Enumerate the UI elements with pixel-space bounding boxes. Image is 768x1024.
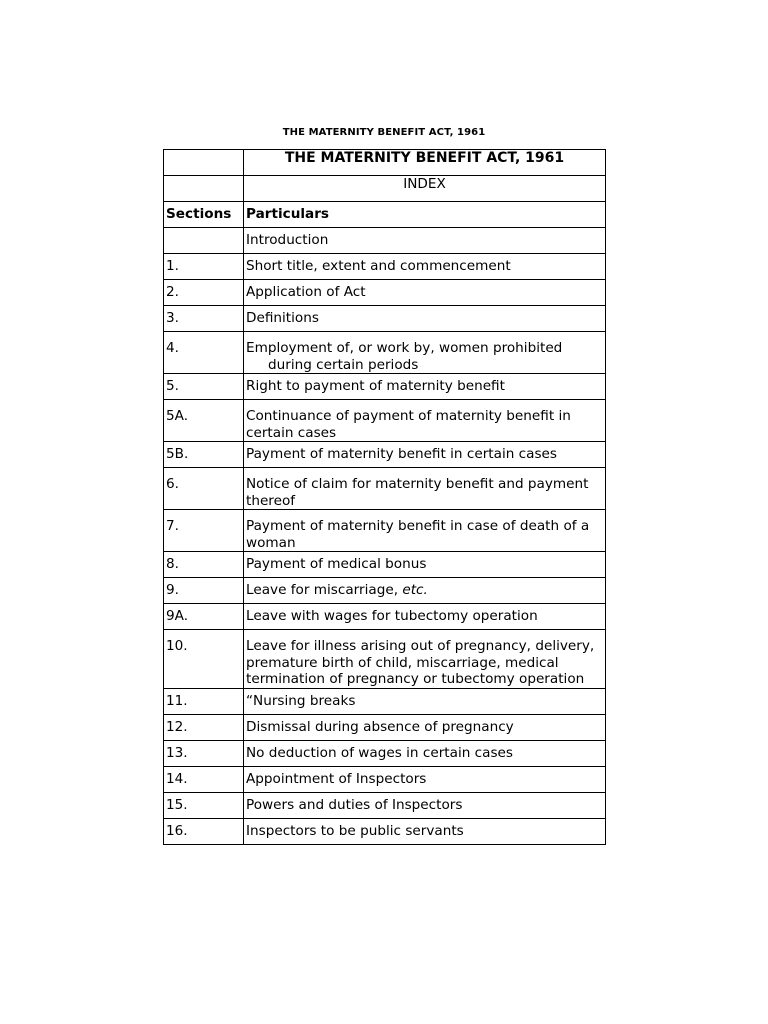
table-row [164,280,606,306]
table-row [164,793,606,819]
sections-header: Sections [164,202,244,228]
table-row [164,510,606,552]
section-number: 11. [164,689,244,715]
table-row [164,374,606,400]
table-row [164,630,606,689]
section-number: 12. [164,715,244,741]
particulars-text: Application of Act [246,284,366,301]
header-row [164,202,606,228]
section-particulars [244,741,606,767]
particulars-continuation: during certain periods [268,356,419,373]
particulars-text: Payment of maternity benefit in case of death of a woman [246,518,590,551]
section-number: 9A. [164,604,244,630]
particulars-text: Payment of maternity benefit in certain cases [246,446,557,463]
blank-cell [164,150,244,176]
section-number: 15. [164,793,244,819]
section-number: 7. [164,510,244,552]
particulars-text: Dismissal during absence of pregnancy [246,719,514,736]
index-label: INDEX [244,176,606,202]
table-row [164,306,606,332]
particulars-italic: etc. [402,582,428,599]
table-row [164,715,606,741]
section-particulars [244,468,606,510]
section-number: 5B. [164,442,244,468]
section-particulars [244,689,606,715]
section-number: 5. [164,374,244,400]
table-title: THE MATERNITY BENEFIT ACT, 1961 [244,150,606,176]
section-particulars [244,374,606,400]
section-particulars [244,552,606,578]
particulars-text: Appointment of Inspectors [246,771,427,788]
section-number: 16. [164,819,244,845]
blank-cell [164,228,244,254]
table-row [164,552,606,578]
particulars-text: Powers and duties of Inspectors [246,797,463,814]
table-row [164,604,606,630]
section-number: 9. [164,578,244,604]
particulars-text: Leave for illness arising out of pregnancy, delivery, premature birth of child, miscarriage, medical termination of pregnancy or tubectomy operation [246,638,595,687]
section-particulars [244,604,606,630]
particulars-text: Short title, extent and commencement [246,258,511,275]
section-particulars [244,819,606,845]
section-number: 3. [164,306,244,332]
section-number: 6. [164,468,244,510]
particulars-text: Leave for miscarriage, [246,582,403,599]
particulars-text: Inspectors to be public servants [246,823,464,840]
table-row [164,767,606,793]
blank-cell [164,176,244,202]
title-row [164,150,606,176]
particulars-text: Payment of medical bonus [246,556,427,573]
section-number: 14. [164,767,244,793]
table-row [164,689,606,715]
table-row [164,254,606,280]
section-particulars [244,630,606,689]
particulars-text: Notice of claim for maternity benefit and payment thereof [246,476,589,509]
table-row [164,442,606,468]
page-header: THE MATERNITY BENEFIT ACT, 1961 [282,127,486,138]
section-number: 13. [164,741,244,767]
particulars-text: Continuance of payment of maternity benefit in certain cases [246,408,571,441]
section-particulars [244,306,606,332]
section-particulars [244,510,606,552]
table-row [164,819,606,845]
particulars-header: Particulars [244,202,606,228]
table-row [164,578,606,604]
particulars-text: Employment of, or work by, women prohibited [246,340,563,356]
section-number: 1. [164,254,244,280]
subtitle-row [164,176,606,202]
section-particulars [244,793,606,819]
section-rows [164,254,606,845]
section-particulars [244,578,606,604]
section-number: 5A. [164,400,244,442]
table-row [164,468,606,510]
section-particulars [244,332,606,374]
table-row [164,400,606,442]
section-particulars [244,280,606,306]
table-row [164,332,606,374]
index-table [163,149,606,845]
section-number: 10. [164,630,244,689]
particulars-text: Definitions [246,310,319,327]
section-number: 8. [164,552,244,578]
section-particulars [244,254,606,280]
table-row [164,741,606,767]
section-particulars [244,400,606,442]
section-number: 2. [164,280,244,306]
intro-row [164,228,606,254]
particulars-text: No deduction of wages in certain cases [246,745,513,762]
particulars-text: Leave with wages for tubectomy operation [246,608,538,625]
section-particulars [244,715,606,741]
section-particulars [244,767,606,793]
section-number: 4. [164,332,244,374]
particulars-text: “Nursing breaks [246,693,356,710]
introduction-text: Introduction [244,228,606,254]
section-particulars [244,442,606,468]
particulars-text: Right to payment of maternity benefit [246,378,505,395]
